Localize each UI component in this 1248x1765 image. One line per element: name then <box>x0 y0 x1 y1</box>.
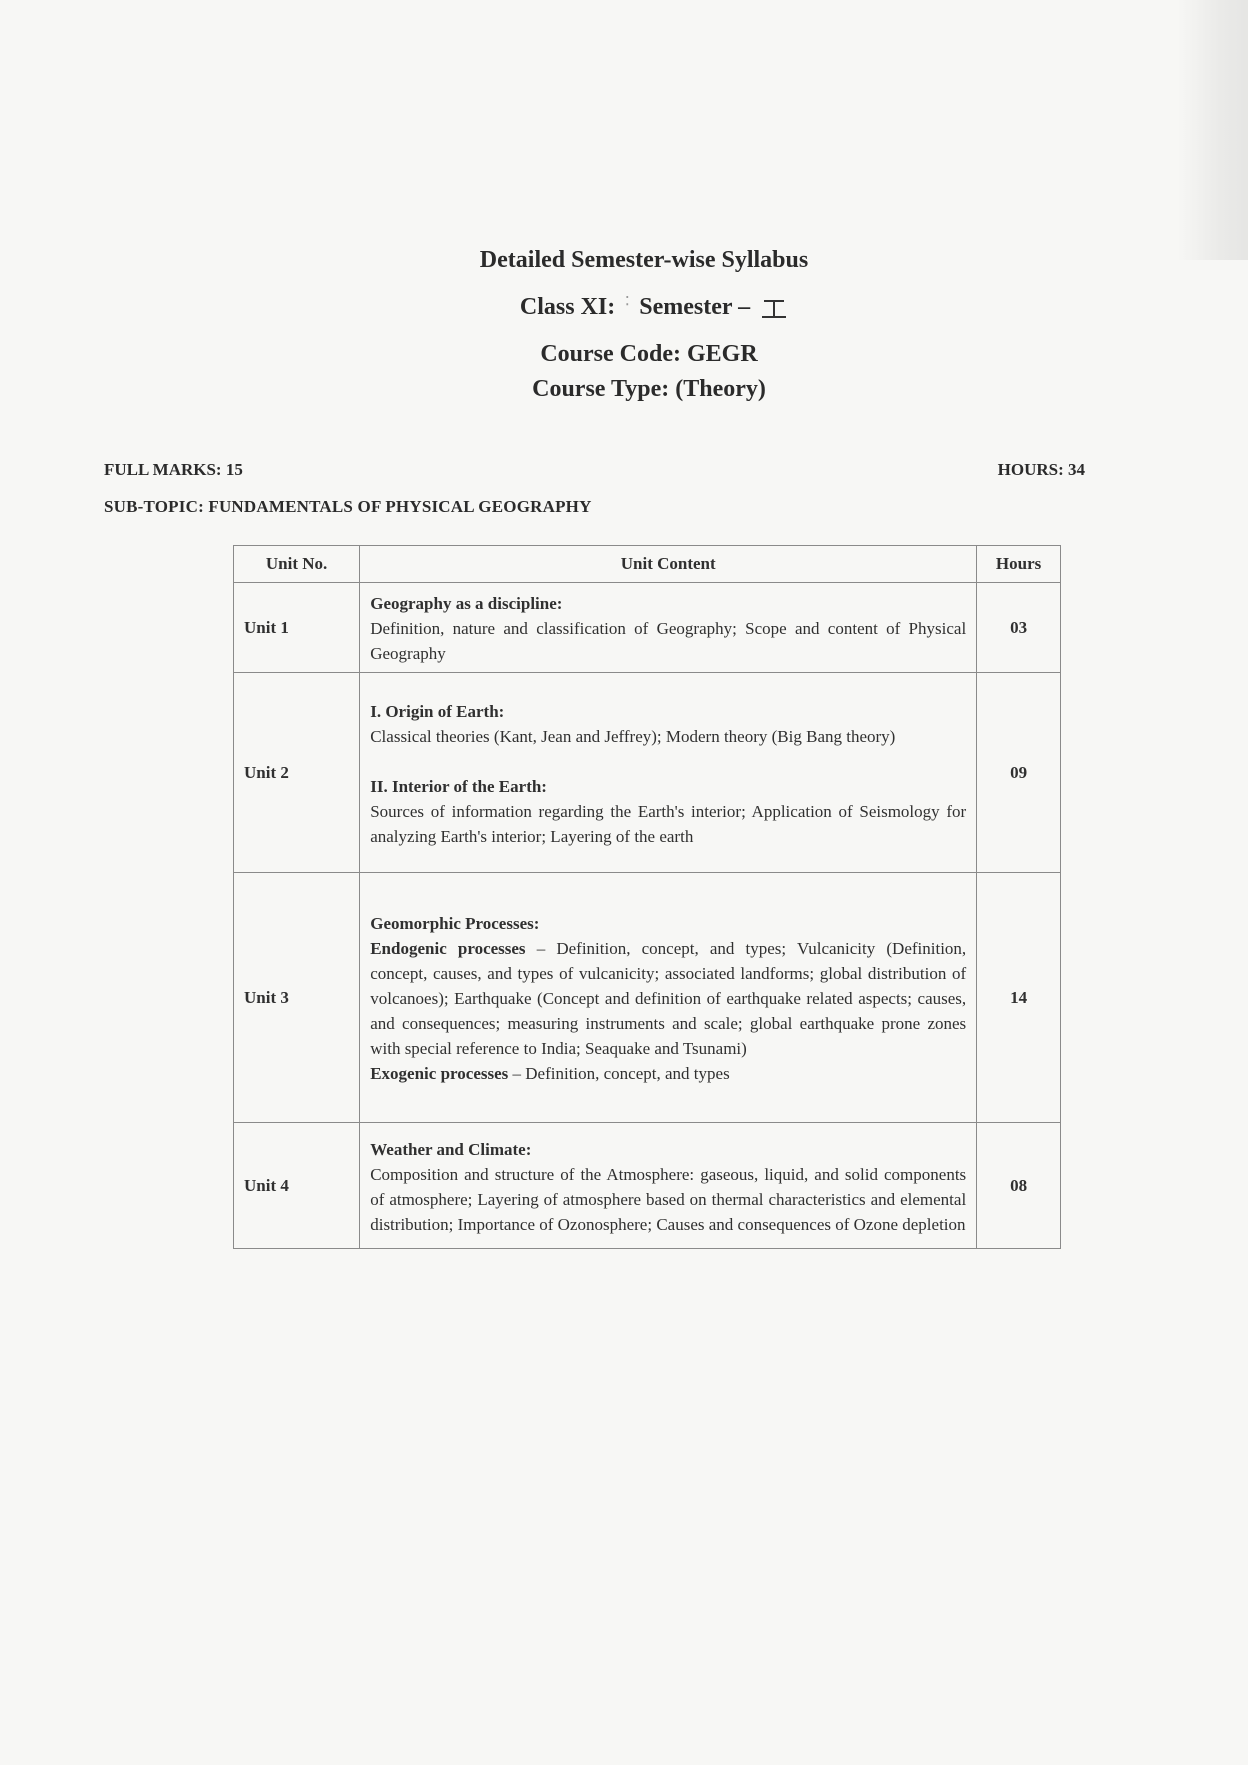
unit-hours: 08 <box>977 1123 1061 1249</box>
semester-label: Semester – <box>639 294 751 320</box>
section-text: Definition, nature and classification of Geography; Scope and content of Physical Geography <box>370 619 967 663</box>
course-type: Course Type: (Theory) <box>532 376 766 402</box>
unit-hours: 09 <box>977 673 1061 873</box>
table-header-row <box>234 546 1061 583</box>
table-row <box>234 673 1061 873</box>
sub-topic: SUB-TOPIC: FUNDAMENTALS OF PHYSICAL GEOGRAPHY <box>104 497 592 516</box>
full-marks: FULL MARKS: 15 <box>104 460 243 479</box>
process-description: – Definition, concept, and types <box>508 1064 730 1083</box>
section-text: Sources of information regarding the Earth's interior; Application of Seismology for analyzing Earth's interior; Layering of the earth <box>370 801 967 846</box>
handwritten-semester-numeral <box>760 298 788 318</box>
section-text <box>370 936 966 1061</box>
total-hours: HOURS: 34 <box>997 460 1085 479</box>
table-row <box>234 1123 1061 1249</box>
column-header-hours: Hours <box>977 546 1061 583</box>
table-row <box>234 873 1061 1123</box>
unit-number: Unit 2 <box>234 673 360 873</box>
section-heading: II. Interior of the Earth: <box>370 776 547 796</box>
table-row <box>234 583 1061 673</box>
document-title: Detailed Semester-wise Syllabus <box>479 247 809 273</box>
column-header-unit-no: Unit No. <box>234 546 360 583</box>
class-label: Class XI: <box>519 294 616 320</box>
course-code: Course Code: GEGR <box>540 341 758 367</box>
column-header-unit-content: Unit Content <box>360 546 977 583</box>
unit-content <box>360 673 977 873</box>
unit-number: Unit 4 <box>234 1123 360 1249</box>
unit-content <box>360 1123 977 1249</box>
unit-hours: 03 <box>977 583 1061 673</box>
unit-number: Unit 1 <box>234 583 360 673</box>
syllabus-table <box>233 545 1061 1249</box>
process-description: – Definition, concept, and types; Vulcanicity (Definition, concept, causes, and types of vulcanicity; associated landforms; global distribution of volcanoes); Earthquake (Concept and definition of earthquake related aspects; causes, and consequences; measuring instruments and scale; global earthquake prone zones with special reference to India; Seaquake and Tsunami) <box>370 939 967 1058</box>
section-heading: Geography as a discipline: <box>370 594 563 613</box>
class-semester-line <box>30 294 1248 321</box>
unit-content <box>360 583 977 673</box>
process-term: Endogenic processes <box>370 939 526 958</box>
section-heading: Weather and Climate: <box>370 1139 532 1159</box>
section-heading: Geomorphic Processes: <box>370 914 540 933</box>
unit-hours: 14 <box>977 873 1061 1123</box>
section-text: Classical theories (Kant, Jean and Jeffrey); Modern theory (Big Bang theory) <box>370 726 896 746</box>
section-text: Composition and structure of the Atmosphere: gaseous, liquid, and solid components of atmosphere; Layering of atmosphere based on thermal characteristics and elemental distribution; Importance of Ozonosphere; Causes and consequences of Ozone depletion <box>370 1164 967 1234</box>
scan-shadow <box>1178 0 1248 260</box>
ink-mark-icon: ⁚ <box>625 294 630 308</box>
process-term: Exogenic processes <box>370 1064 509 1083</box>
section-heading: I. Origin of Earth: <box>370 701 505 721</box>
unit-content <box>360 873 977 1123</box>
section-text <box>370 1061 966 1086</box>
unit-number: Unit 3 <box>234 873 360 1123</box>
